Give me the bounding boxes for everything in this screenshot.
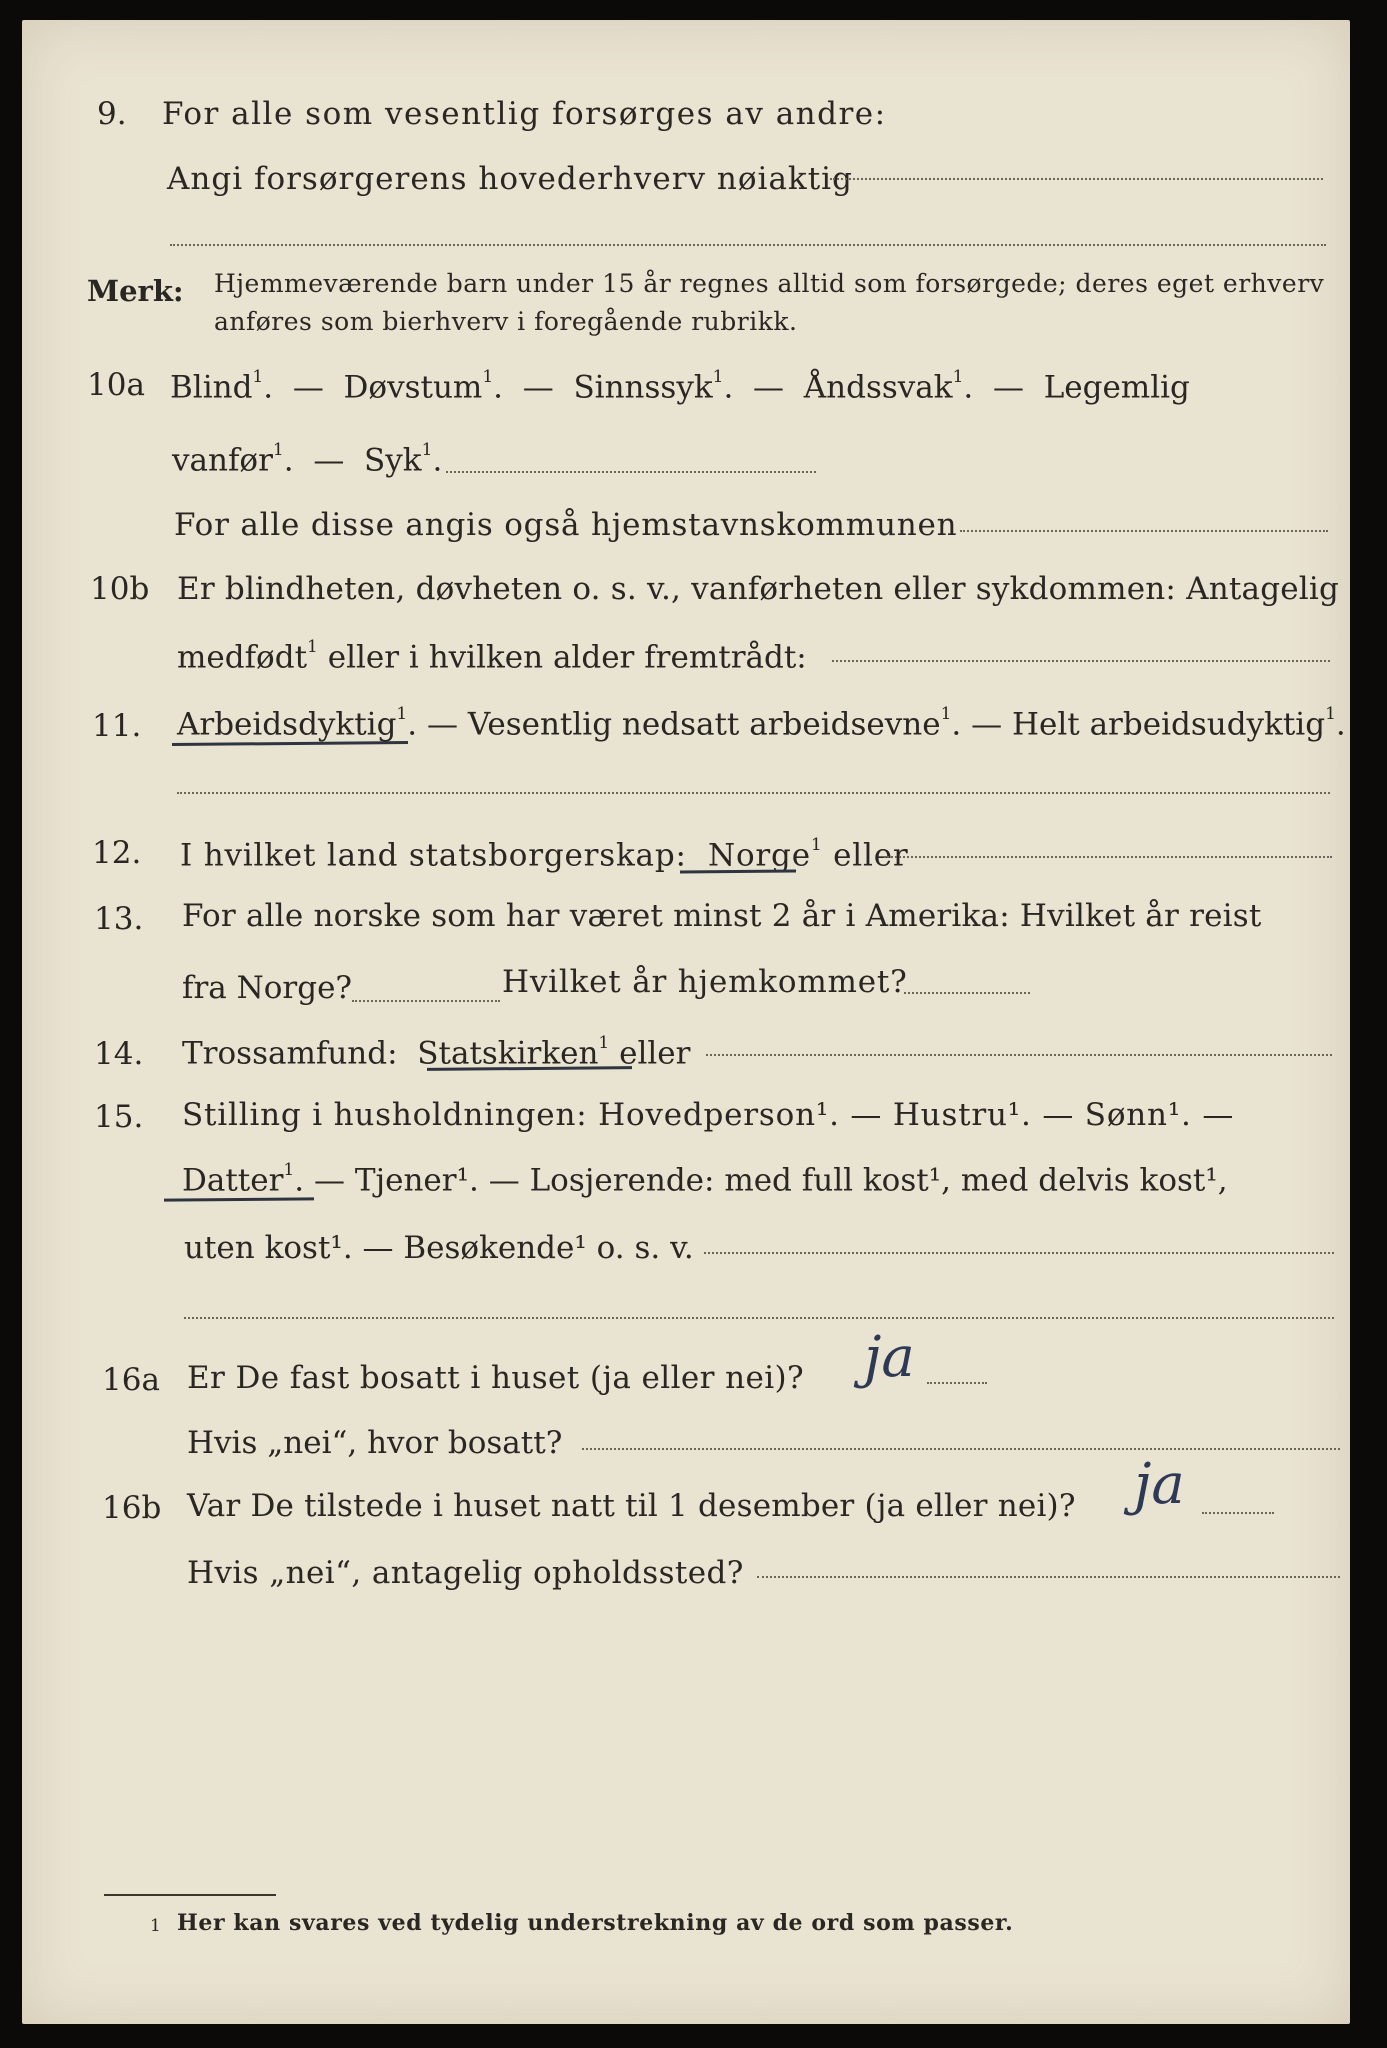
q16a-handwritten-answer: ja: [864, 1325, 915, 1390]
q12-number: 12.: [92, 835, 142, 871]
q12-eller: eller: [833, 837, 909, 874]
q10b-question: eller i hvilken alder fremtrådt:: [327, 639, 807, 676]
q15-line1: Stilling i husholdningen: Hovedperson¹. — Hustru¹. — Sønn¹. —: [182, 1097, 1235, 1133]
q9-line2: Angi forsørgerens hovederhverv nøiaktig: [167, 161, 853, 197]
q10a-line1: Blind$^1$. — Døvstum$^1$. — Sinnssyk$^1$. — Åndssvak$^1$. — Legemlig: [170, 367, 1190, 406]
option-medfodt: medfødt: [177, 639, 308, 676]
q13-number: 13.: [94, 901, 144, 937]
q11-number: 11.: [92, 708, 142, 744]
footnote-marker: 1: [150, 1916, 161, 1936]
q15-line3: uten kost¹. — Besøkende¹ o. s. v.: [184, 1230, 694, 1266]
option-vanfor: vanfør: [172, 442, 273, 479]
handwritten-underline-datter: [164, 1197, 314, 1201]
footnote-rule: [104, 1894, 276, 1896]
q15-options: . — Tjener¹. — Losjerende: med full kost¹, med delvis kost¹,: [294, 1162, 1228, 1199]
q15-answer-line-2: [184, 1317, 1334, 1319]
census-form-page: [22, 20, 1350, 2024]
q11-line: Arbeidsdyktig$^1$. — Vesentlig nedsatt arbeidsevne$^1$. — Helt arbeidsudyktig$^1$.: [177, 704, 1346, 743]
q15-number: 15.: [94, 1099, 144, 1135]
q10a-answer-line-2: [960, 530, 1328, 532]
option-arbeidsdyktig: Arbeidsdyktig: [177, 706, 397, 743]
q10a-line2: vanfør$^1$. — Syk$^1$.: [172, 440, 443, 479]
q10b-line2: medfødt$^1$ eller i hvilken alder fremtrådt:: [177, 637, 807, 676]
option-blind: Blind: [170, 369, 253, 406]
merk-text: Hjemmeværende barn under 15 år regnes alltid som forsørgede; deres eget erhverv anføres som bierhverv i foregående rubrikk.: [214, 269, 1325, 336]
q9-answer-line: [830, 178, 1323, 180]
q9-number: 9.: [97, 96, 127, 132]
q16b-answer-line-2: [757, 1576, 1340, 1578]
q9-answer-line-2: [170, 244, 1326, 246]
option-andssvak: Åndssvak: [803, 369, 953, 406]
q12-line: I hvilket land statsborgerskap: Norge$^1$ eller: [180, 835, 909, 874]
q13-line1: For alle norske som har været minst 2 år i Amerika: Hvilket år reist: [182, 898, 1262, 934]
q13-line2b: Hvilket år hjemkommet?: [502, 964, 908, 1000]
option-legemlig: Legemlig: [1043, 369, 1190, 406]
q13-answer-reist: [352, 1000, 500, 1002]
q14-line: Trossamfund: Statskirken$^1$ eller: [182, 1033, 691, 1072]
q12-question: I hvilket land statsborgerskap:: [180, 837, 687, 874]
q10a-line3: For alle disse angis også hjemstavnskommunen: [174, 507, 958, 543]
q11-answer-line: [177, 792, 1330, 794]
q16b-answer-line: [1202, 1512, 1274, 1514]
q13-line2a: fra Norge?: [182, 970, 353, 1006]
q14-question: Trossamfund:: [182, 1035, 398, 1072]
q16a-answer-line-2: [582, 1448, 1340, 1450]
q16a-line2: Hvis „nei“, hvor bosatt?: [187, 1425, 563, 1461]
option-datter: Datter: [182, 1162, 284, 1199]
q15-line2: Datter$^1$. — Tjener¹. — Losjerende: med full kost¹, med delvis kost¹,: [182, 1160, 1228, 1199]
option-udyktig: . — Helt arbeidsudyktig: [951, 706, 1326, 743]
option-nedsatt: . — Vesentlig nedsatt arbeidsevne: [407, 706, 941, 743]
option-dovstum: Døvstum: [343, 369, 483, 406]
q16b-handwritten-answer: ja: [1134, 1452, 1185, 1517]
q16b-line2: Hvis „nei“, antagelig opholdssted?: [187, 1555, 744, 1591]
q10b-line1: Er blindheten, døvheten o. s. v., vanførheten eller sykdommen: Antagelig: [177, 571, 1340, 607]
q10a-answer-line: [446, 471, 816, 473]
q16b-number: 16b: [102, 1490, 162, 1526]
q16a-number: 16a: [102, 1362, 160, 1398]
option-sinnssyk: Sinnssyk: [573, 369, 713, 406]
q14-eller: eller: [619, 1035, 691, 1072]
option-syk: Syk: [364, 442, 422, 479]
q10b-answer-line: [832, 660, 1330, 662]
q13-answer-hjemkommet: [904, 992, 1030, 994]
option-statskirken: Statskirken: [417, 1035, 599, 1072]
q14-number: 14.: [94, 1036, 144, 1072]
q10a-number: 10a: [87, 367, 145, 403]
q15-answer-line: [704, 1252, 1334, 1254]
merk-label: Merk:: [87, 274, 184, 308]
footnote-text: Her kan svares ved tydelig understrekning av de ord som passer.: [177, 1910, 1014, 1936]
handwritten-underline-arbeidsdyktig: [172, 741, 408, 746]
q16b-line1: Var De tilstede i huset natt til 1 desember (ja eller nei)?: [187, 1488, 1076, 1524]
q9-line1: For alle som vesentlig forsørges av andre:: [162, 96, 887, 132]
q16a-line1: Er De fast bosatt i huset (ja eller nei)?: [187, 1360, 805, 1396]
option-norge: Norge: [708, 837, 811, 874]
q16a-answer-line: [927, 1382, 987, 1384]
q10b-number: 10b: [90, 571, 150, 607]
q12-answer-line: [884, 856, 1332, 858]
q14-answer-line: [706, 1054, 1332, 1056]
